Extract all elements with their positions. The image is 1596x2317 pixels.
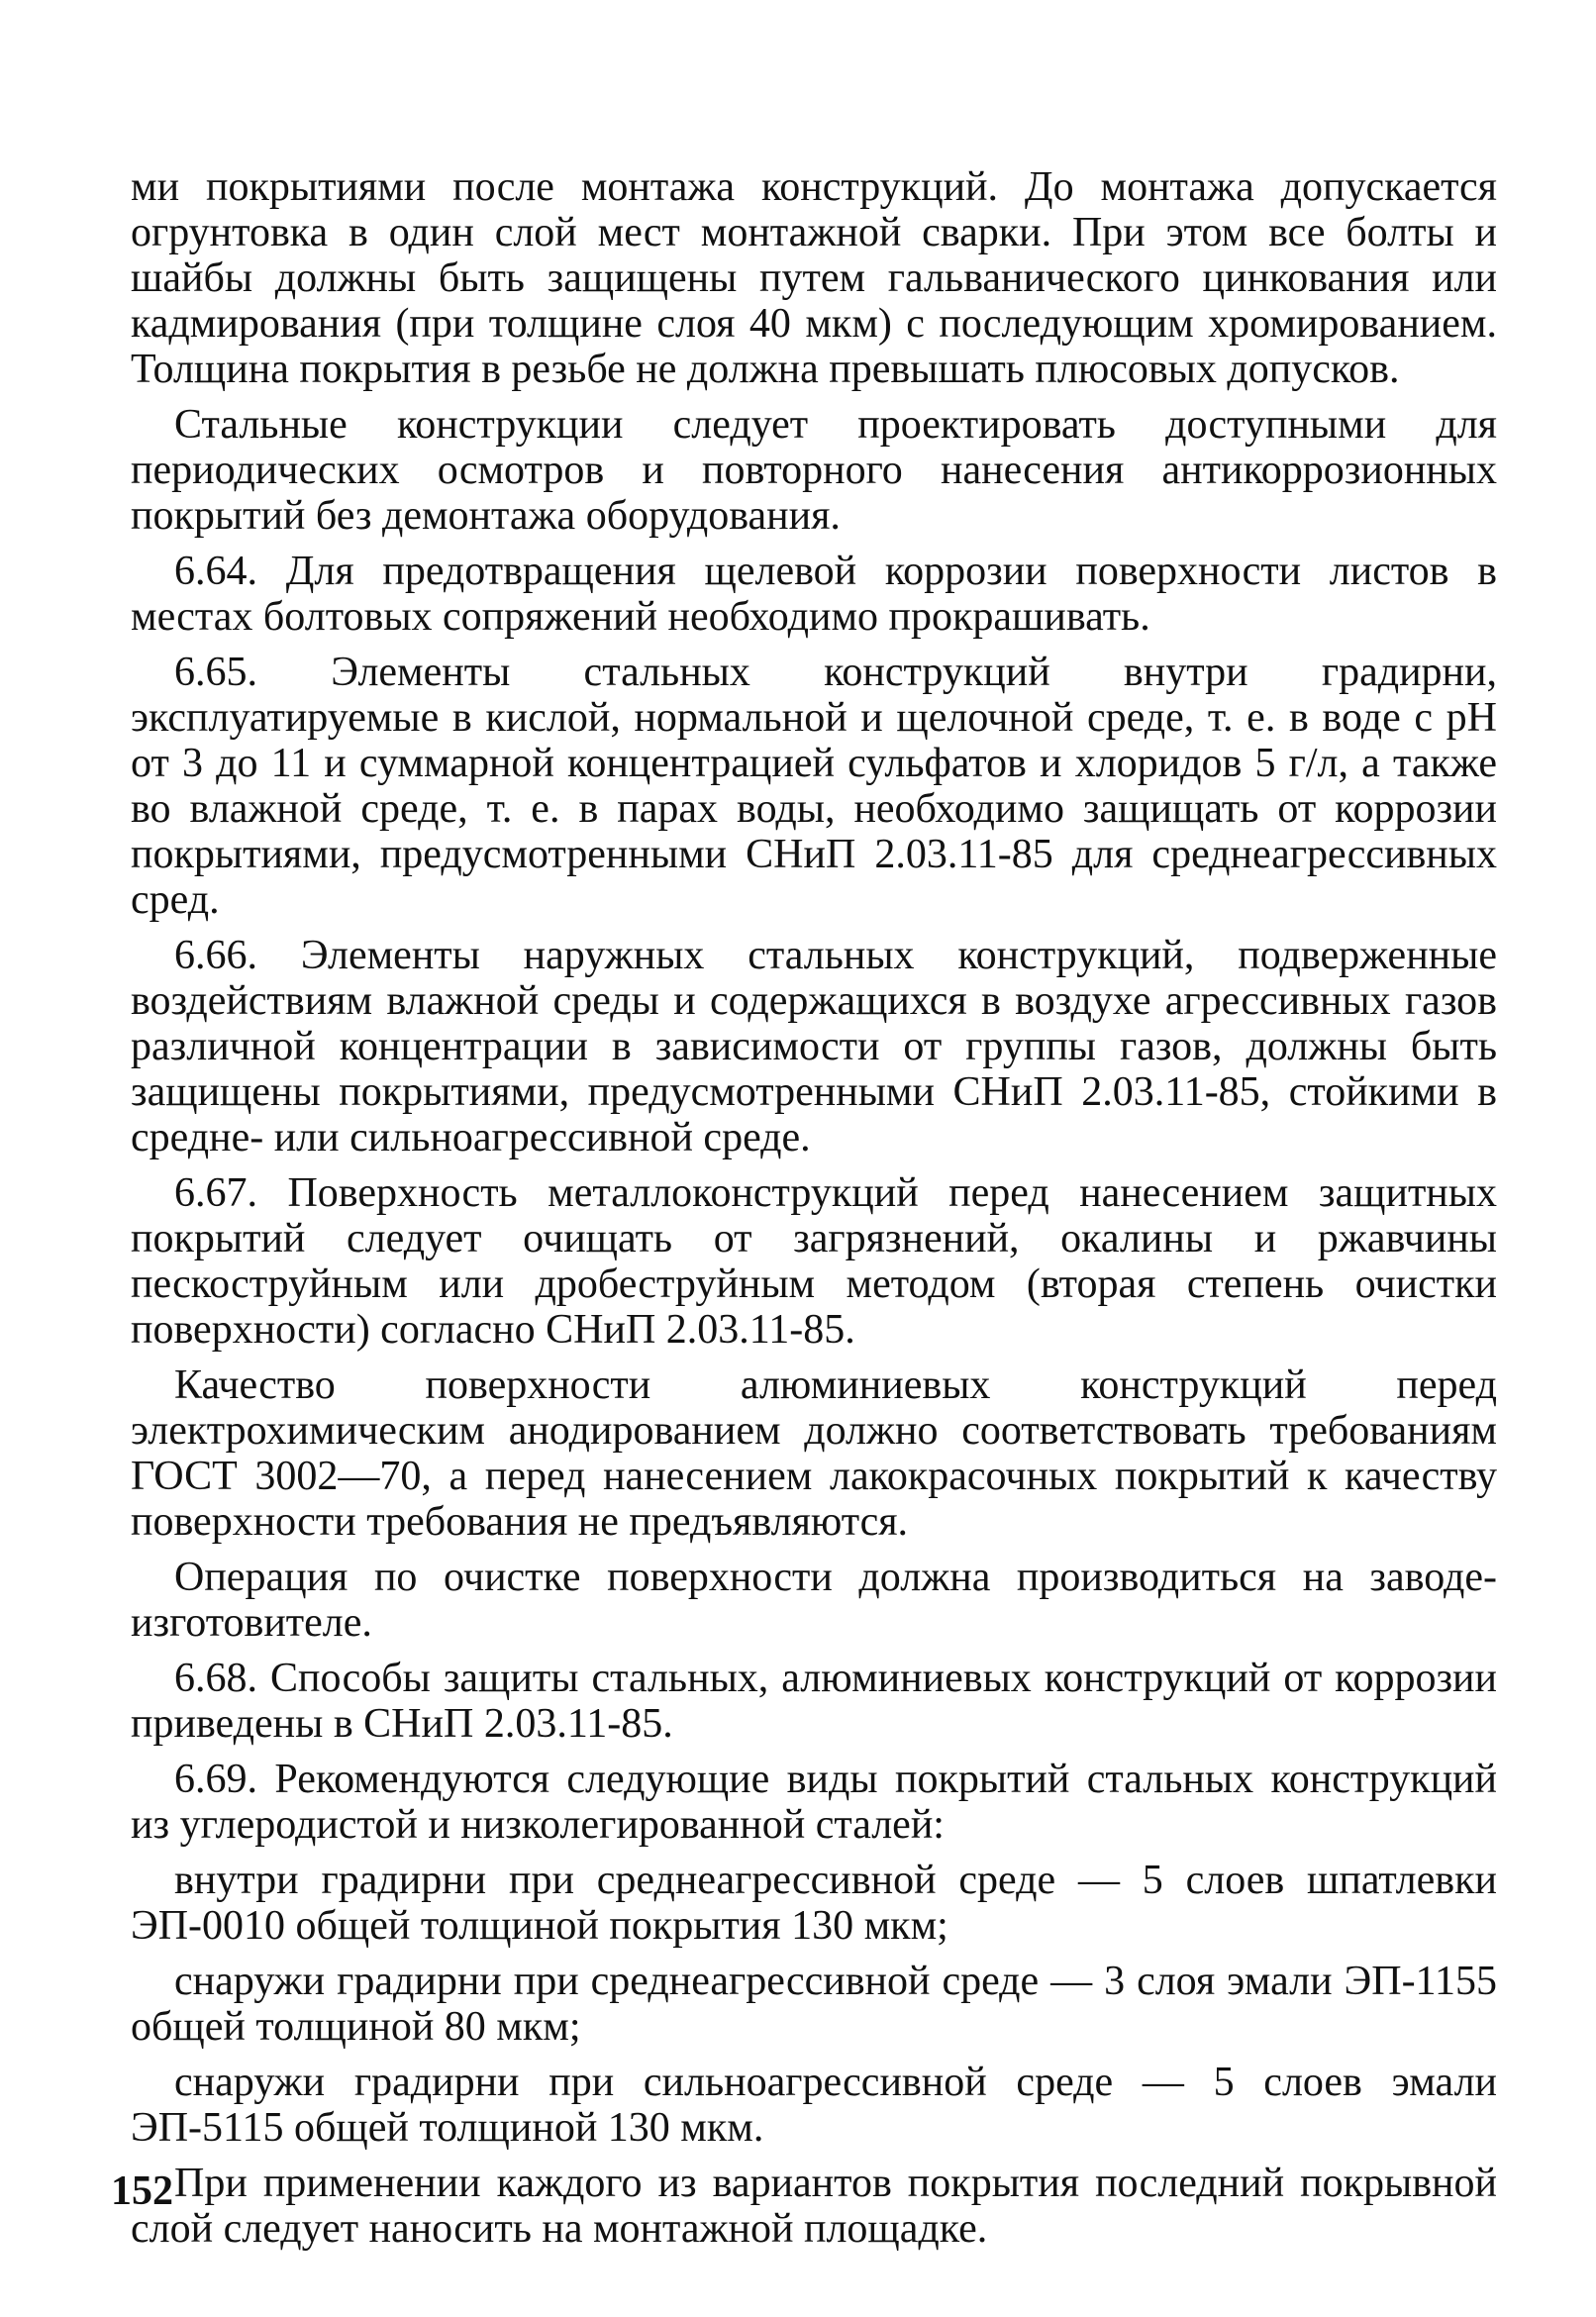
paragraph-steel-structures (131, 402, 1497, 539)
paragraph-6-68 (131, 1656, 1497, 1747)
page-number: 152 (111, 2168, 173, 2214)
paragraph-text: Способы защиты стальных, алюминиевых конструкций от коррозии приведены в СНиП 2.03.11-85. (131, 1656, 1498, 1747)
paragraph-6-64 (131, 549, 1497, 640)
paragraph-aluminum-quality (131, 1362, 1497, 1545)
paragraph-text: внутри градирни при среднеагрессивной среде — 5 слоев шпатлевки ЭП-0010 общей толщиной покрытия 130 мкм; (131, 1858, 1497, 1949)
paragraph-text: При применении каждого из вариантов покрытия последний покрывной слой следует наносить на монтажной площадке. (131, 2161, 1497, 2252)
paragraph-number: 6.64. (174, 549, 257, 594)
paragraph-text: Качество поверхности алюминиевых конструкций перед электрохимическим анодированием должно соответствовать требованиям ГОСТ 3002—70, а перед нанесением лакокрасочных покрытий к качеству поверхности требования не предъявляются. (131, 1362, 1497, 1545)
paragraph-6-67 (131, 1170, 1497, 1353)
paragraph-text: Элементы наружных стальных конструкций, подверженные воздействиям влажной среды и содержащихся в воздухе агрессивных газов различной концентрации в зависимости от группы газов, должны быть защищены покрытиями, предусмотренными СНиП 2.03.11-85, стойкими в средне- или сильноагрессивной среде. (131, 933, 1498, 1160)
paragraph-6-65 (131, 650, 1497, 923)
paragraph-text: Для предотвращения щелевой коррозии поверхности листов в местах болтовых сопряжений необходимо прокрашивать. (131, 549, 1498, 640)
paragraph-number: 6.66. (174, 933, 257, 978)
paragraph-number: 6.68. (174, 1656, 257, 1701)
paragraph-text: снаружи градирни при среднеагрессивной среде — 3 слоя эмали ЭП-1155 общей толщиной 80 мкм; (131, 1959, 1497, 2050)
paragraph-text: Рекомендуются следующие виды покрытий стальных конструкций из углеродистой и низколегированной сталей: (131, 1757, 1498, 1848)
paragraph-text: снаружи градирни при сильноагрессивной среде — 5 слоев эмали ЭП-5115 общей толщиной 130 мкм. (131, 2060, 1497, 2151)
paragraph-continuation (131, 164, 1497, 392)
coating-option-inside (131, 1858, 1497, 1949)
paragraph-final-layer (131, 2161, 1497, 2252)
body-text (131, 164, 1497, 2262)
paragraph-text: Операция по очистке поверхности должна производиться на заводе-изготовителе. (131, 1555, 1497, 1646)
paragraph-number: 6.67. (174, 1170, 257, 1216)
paragraph-number: 6.65. (174, 650, 257, 695)
paragraph-text: Элементы стальных конструкций внутри градирни, эксплуатируемые в кислой, нормальной и щелочной среде, т. е. в воде с pH от 3 до 11 и суммарной концентрацией сульфатов и хлоридов 5 г/л, а также во влажной среде, т. е. в парах воды, необходимо защищать от коррозии покрытиями, предусмотренными СНиП 2.03.11-85 для среднеагрессивных сред. (131, 650, 1498, 923)
paragraph-text: Стальные конструкции следует проектировать доступными для периодических осмотров и повторного нанесения антикоррозионных покрытий без демонтажа оборудования. (131, 402, 1497, 539)
paragraph-text: Поверхность металлоконструкций перед нанесением защитных покрытий следует очищать от загрязнений, окалины и ржавчины пескоструйным или дробеструйным методом (вторая степень очистки поверхности) согласно СНиП 2.03.11-85. (131, 1170, 1498, 1353)
paragraph-cleaning-operation (131, 1555, 1497, 1646)
paragraph-number: 6.69. (174, 1757, 257, 1802)
paragraph-6-66 (131, 933, 1497, 1160)
paragraph-text: ми покрытиями после монтажа конструкций. До монтажа допускается огрунтовка в один слой мест монтажной сварки. При этом все болты и шайбы должны быть защищены путем гальванического цинкования или кадмирования (при толщине слоя 40 мкм) с последующим хромированием. Толщина покрытия в резьбе не должна превышать плюсовых допусков. (131, 164, 1497, 392)
coating-option-outside-medium (131, 1959, 1497, 2050)
paragraph-6-69 (131, 1757, 1497, 1848)
coating-option-outside-strong (131, 2060, 1497, 2151)
